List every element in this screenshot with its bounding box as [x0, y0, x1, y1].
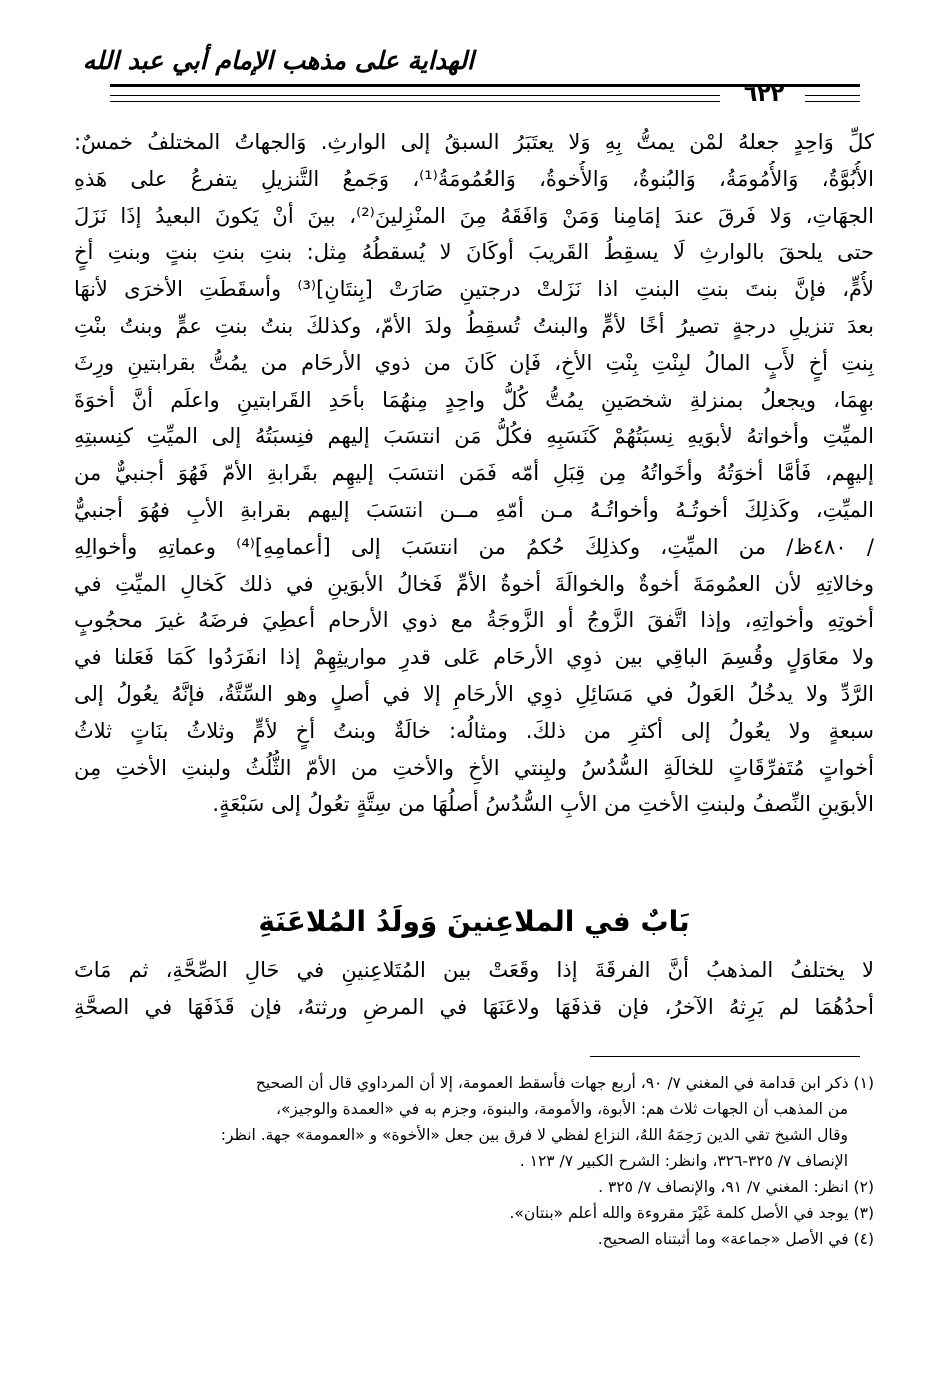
header-rule-thin-1 [110, 95, 720, 96]
body-line: أخواتٍ مُتَفرِّقَاتٍ للخالَةِ السُّدُسُ ولبِنتي الأخِ والأختِ من الأمّ الثُّلُثُ ولبنتِ الأختِ مِن [74, 755, 874, 780]
body-line: الميِّتِ وأخواتهُ لأبوَيهِ نِسبَتُهُمْ كَنَسَبِهِ فكُلُّ مَن انتسَبَ إليهم فنِسبَتُهُ إلى الميِّتِ كنِسبتِهِ [74, 424, 874, 449]
body-line: ولا معَاوَلٍ وقُسِمَ الباقِي بين ذوِي الأرحَام عَلى قدرِ مواريثِهِمْ إذا انفَرَدُوا كَمَا فَعَلنا في [74, 645, 874, 670]
footnote-line: (٤) في الأصل «جماعة» وما أثبتناه الصحيح. [597, 1230, 874, 1248]
body-line: الأُبُوَّةُ، وَالأُمُومَةُ، وَالبُنوةُ، وَالأُخوةُ، وَالعُمُومَةُ⁽¹⁾، وَجَمعُ التَّنزيلِ يتفرعُ على هَذهِ [74, 166, 874, 191]
body-line: بِنتِ أخٍ لأَبٍ المالُ لبِنْتِ بِنْتِ الأخِ، فَإن كَانَ من ذوي الأرحَام من يمُتُّ بقرابتينِ ورِثَ [74, 350, 874, 375]
footnote-line: من المذهب أن الجهات ثلاث هم: الأبوة، والأمومة، والبنوة، وجزم به في «العمدة والوجيز»، [275, 1100, 848, 1118]
footnote-line: (١) ذكر ابن قدامة في المغني ٧/ ٩٠، أربع جهات فأسقط العمومة، إلا أن المرداوي قال أن الصحيح [255, 1074, 874, 1092]
footnote-separator [590, 1056, 860, 1057]
body-line: لأُمٍّ، فإنَّ بنتَ بنتِ البنتِ اذا نَزَلتْ درجتينِ صَارَتْ [بِنتَانِ]⁽³⁾ وأسقَطَتِ الأخرَى لأنهَا [74, 277, 874, 302]
header-rule-right-1 [805, 95, 860, 96]
body-line: بعدَ تنزيلِ درجةٍ تصيرُ أخًا لأمٍّ والبنتُ تُسقِطُ ولدَ الأمّ، وكذلكَ بنتُ بنتِ عمٍّ وبنتُ بنْتِ [74, 313, 874, 338]
page-number: ٦٢٢ [743, 82, 785, 107]
footnote-3 [64, 1200, 874, 1226]
main-body-text [74, 124, 874, 823]
body-line: الأبوَينِ النِّصفُ ولبنتِ الأختِ من الأبِ السُّدُسُ أصلُهَا من سِتَّةٍ تعُولُ إلى سَبْعَةٍ. [212, 792, 874, 817]
chapter-line: لا يختلفُ المذهبُ أنَّ الفرقَةَ إذا وقَعَتْ بين المُتَلاعِنينِ في حَالِ الصِّحَّةِ، ثم مَاتَ [74, 958, 874, 982]
footnote-2 [64, 1174, 874, 1200]
footnote-line: (٢) انظر: المغني ٧/ ٩١، والإنصاف ٧/ ٣٢٥ . [598, 1178, 874, 1196]
body-line: الجهَاتِ، وَلا فَرقَ عندَ إمَامِنا وَمَنْ وَافَقَهُ مِنَ المنْزِلينَ⁽²⁾، بينَ أنْ يَكونَ البعيدُ إذَا نَزَلَ [74, 203, 874, 228]
body-line: إليهِم، فَأمَّا أخوَتُهُ وأخَواتُهُ مِن قِبَلِ أمّه فَمَن انتسَبَ إليهِم بقَرابةِ الأمّ فَهُوَ أجنبيٌّ من [74, 461, 874, 486]
body-line: بهِمَا، ويجعلُ بمنزلةِ شخصَينِ يمُتُّ كُلُّ واحِدٍ مِنهُمَا بأحَدِ القَرابتينِ واعلَم أنَّ أخوَةَ [74, 387, 874, 412]
footnote-line: وقال الشيخ تقي الدين رَحِمَهُ اللهُ، النزاع لفظي لا فرق بين جعل «الأخوة» و «العمومة» جهة. انظر: [220, 1126, 848, 1144]
footnote-line: (٣) يوجد في الأصل كلمة غَيْرَ مقروءة والله أعلم «بنتان». [509, 1204, 874, 1222]
header-rule-thin-2 [110, 101, 720, 102]
body-line: سبعةٍ ولا يعُولُ إلى أكثرِ من ذلكَ. ومثالُه: خالَةٌ وبنتُ أخٍ لأمٍّ وثلاثُ بنَاتٍ ثلاثُ [74, 718, 874, 743]
body-line: الرَّدِّ ولا يدخُلُ العَولُ في مَسَائِلِ ذوِي الأرحَامِ إلا في أصلٍ وهو السِّتَّةُ، فإنَّهُ يعُولُ إلى [74, 681, 874, 706]
body-line: أخوتِهِ وأخواتِهِ، وإذا اتَّفقَ الزَّوجُ أو الزَّوجَةُ مع ذوي الأرحام أعطِيَ فرضَهُ غيرَ محجُوبٍ [74, 608, 874, 633]
body-line: / ٤٨٠ظ/ من الميِّتِ، وكذلِكَ حُكمُ من انتسَبَ إلى [أعمامِهِ]⁽⁴⁾ وعماتِهِ وأخوالِهِ [74, 534, 874, 559]
chapter-body-text [74, 952, 874, 1026]
chapter-title: بَابٌ في الملاعِنينَ وَولَدُ المُلاعَنَةِ [258, 905, 690, 938]
body-line: الميِّتِ، وكَذلِكَ أخوتُـهُ وأخواتُـهُ مـن أمّهِ مــن انتسَبَ إليهم بقرابةِ الأبِ فهُوَ أجنبيٌّ [74, 497, 874, 522]
header-rule-right-2 [805, 101, 860, 102]
chapter-line: أحدُهُمَا لم يَرِثهُ الآخرُ، فإن قذفَهَا ولاعَنَهَا في المرضِ ورثتهُ، فإن قَذَفَهَا في الصحَّةِ [74, 994, 874, 1019]
body-line: حتى يلحقَ بالوارثِ لَا يسقِطُ القَريبَ أوكَانَ لا يُسقطُهُ مِثل: بنتِ بنتِ بنتٍ وبنتِ أخٍ [74, 240, 874, 265]
body-line: وخالاتِهِ لأن العمُومَةَ أخوةٌ والخوالَةَ أخوةُ الأمِّ فَخالُ الأبوَينِ في ذلك كَخالِ الميِّتِ في [74, 571, 874, 596]
footnotes [64, 1070, 874, 1252]
running-header-title: الهداية على مذهب الإمام أبي عبد الله [82, 46, 474, 75]
footnote-4 [64, 1226, 874, 1252]
body-line: كلِّ وَاحِدٍ جعلهُ لمْن يمتُّ بِهِ وَلا يعتَبَرُ السبقُ إلى الوارثِ. وَالجهاتُ المختلفُ خمسٌ: [74, 130, 874, 154]
footnote-1 [64, 1070, 874, 1174]
footnote-line: الإنصاف ٧/ ٣٢٥-٣٢٦، وانظر: الشرح الكبير ٧/ ١٢٣ . [519, 1152, 848, 1170]
